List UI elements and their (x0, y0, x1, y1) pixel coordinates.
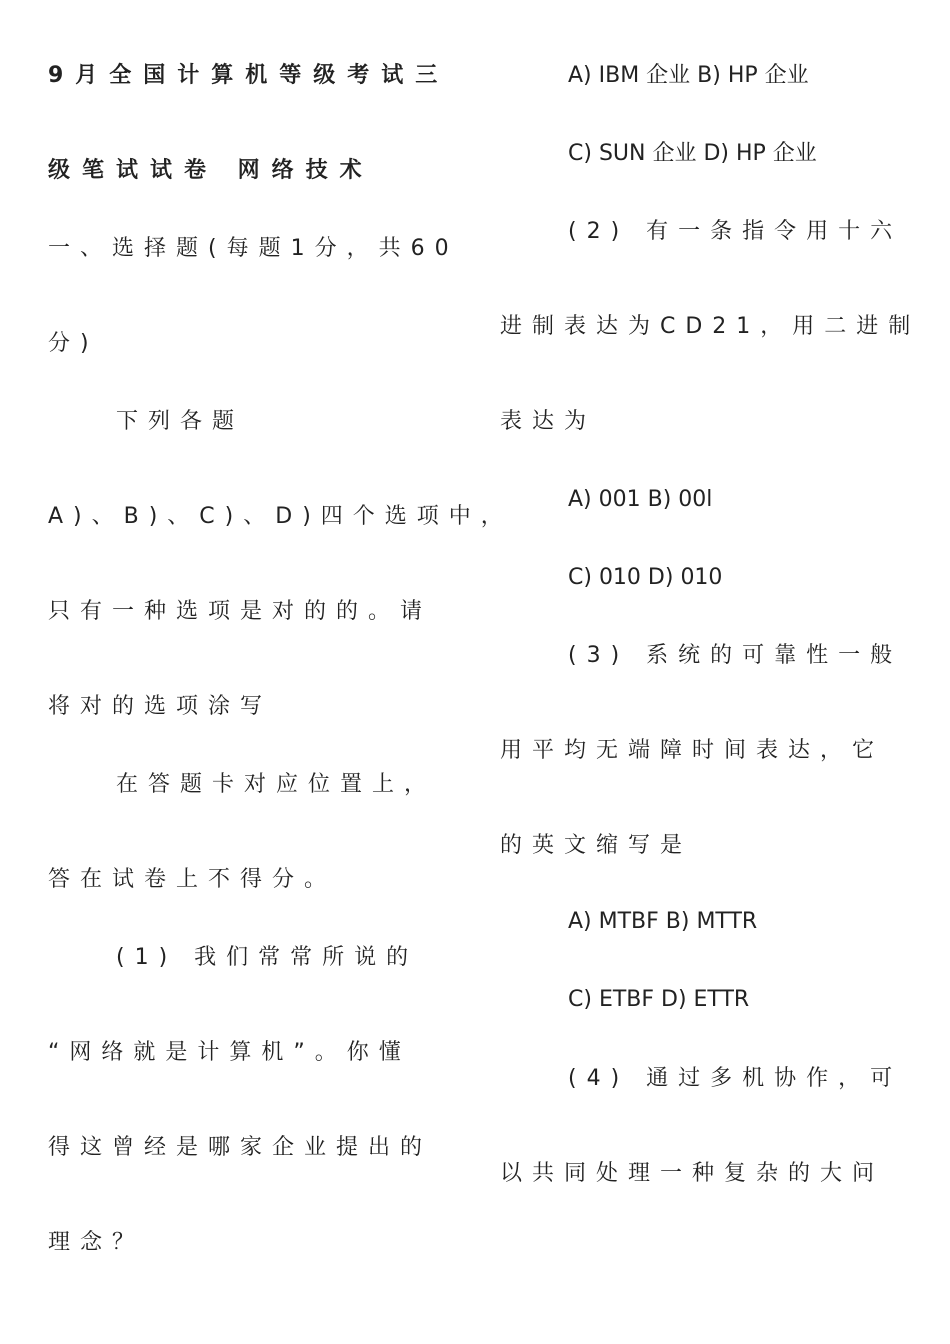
instruction-line: 只有一种选项是对的的。请 (48, 599, 433, 624)
instruction-line: 将对的选项涂写 (48, 694, 273, 719)
question-1-line: “网络就是计算机”。你懂 (48, 1040, 411, 1065)
question-1-options-ab: A) IBM 企业 B) HP 企业 (568, 63, 809, 88)
question-2-options-cd: C) 010 D) 010 (568, 565, 723, 590)
question-3-line: 用平均无端障时间表达，它 (500, 738, 885, 763)
section-heading-line-2: 分) (48, 331, 99, 356)
question-4-line: (4) 通过多机协作，可 (568, 1066, 903, 1091)
instruction-line: 在答题卡对应位置上， (116, 772, 437, 797)
question-3-options-ab: A) MTBF B) MTTR (568, 909, 758, 934)
question-1-options-cd: C) SUN 企业 D) HP 企业 (568, 141, 817, 166)
doc-title-line-2: 级笔试试卷 网络技术 (48, 158, 374, 183)
question-1-line: (1) 我们常常所说的 (116, 945, 419, 970)
question-2-options-ab: A) 001 B) 00l (568, 487, 713, 512)
question-2-line: 进制表达为CD21，用二进制 (500, 314, 921, 339)
question-3-line: 的英文缩写是 (500, 833, 693, 858)
question-1-line: 得这曾经是哪家企业提出的 (48, 1135, 433, 1160)
question-4-line: 以共同处理一种复杂的大问 (500, 1161, 885, 1186)
question-2-line: (2) 有一条指令用十六 (568, 219, 903, 244)
section-heading-line-1: 一、选择题(每题1分，共60 (48, 236, 459, 261)
question-3-options-cd: C) ETBF D) ETTR (568, 987, 750, 1012)
doc-title-line-1: 9月全国计算机等级考试三 (48, 63, 450, 88)
instruction-line: 下列各题 (116, 409, 245, 434)
question-3-line: (3) 系统的可靠性一般 (568, 643, 903, 668)
question-2-line: 表达为 (500, 409, 597, 434)
question-1-line: 理念？ (48, 1230, 145, 1255)
instruction-line: 答在试卷上不得分。 (48, 867, 337, 892)
instruction-line: A)、B)、C)、D)四个选项中， (48, 504, 513, 529)
